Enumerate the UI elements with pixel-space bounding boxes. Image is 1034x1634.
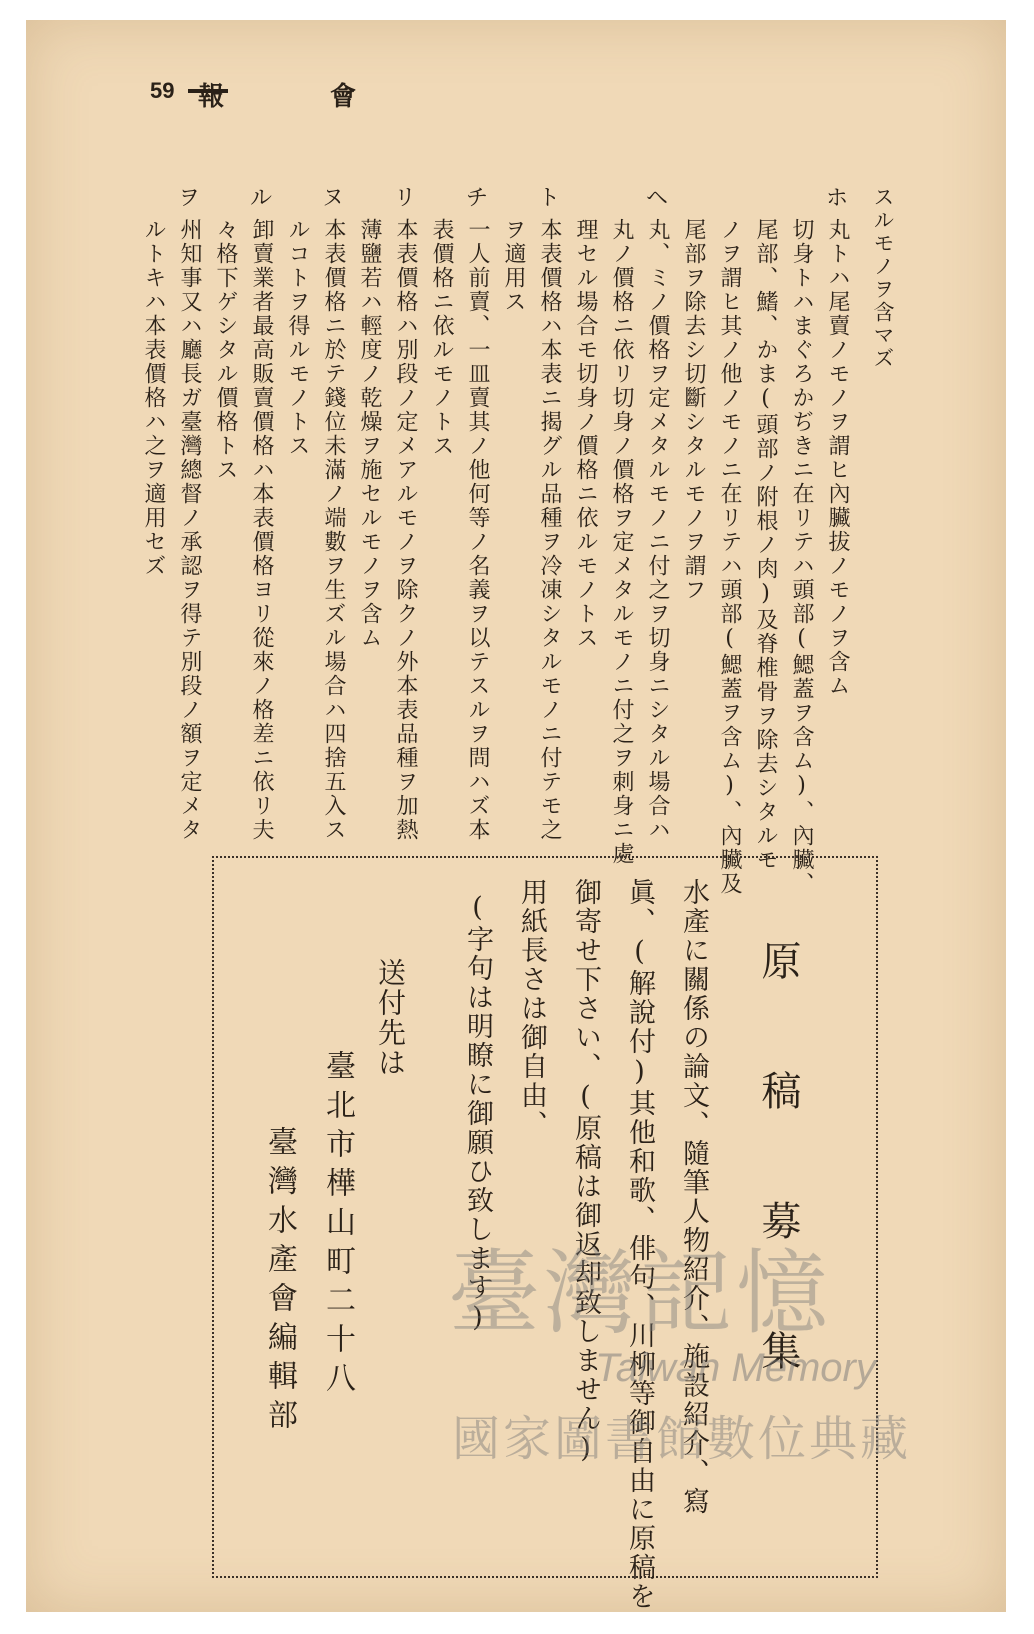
article-line: 理セル場合モ切身ノ價格ニ依ルモノトス (573, 218, 598, 650)
notice-title: 原 稿 募 集 (755, 940, 801, 1392)
article-line: 尾部、鰭、かま(頭部ノ附根ノ肉)及脊椎骨ヲ除去シタルモ (753, 218, 778, 872)
article-line: ルコトヲ得ルモノトス (285, 218, 310, 458)
watermark-library: 國家圖書館數位典藏 (452, 1411, 912, 1467)
notice-send-to: 送付先は (374, 958, 407, 1078)
watermark-taiwan-memory-cn: 臺灣記憶 (448, 1240, 833, 1347)
article-line: 本表價格ハ本表ニ揭グル品種ヲ冷凍シタルモノニ付テモ之 (537, 218, 562, 842)
article-line: 本表價格ニ於テ錢位未滿ノ端數ヲ生ズル場合ハ四捨五入ス (321, 218, 346, 842)
article-line: 丸、ミノ價格ヲ定メタルモノニ付之ヲ切身ニシタル場合ハ (645, 218, 670, 842)
header-left-kanji: 報 (198, 82, 225, 112)
notice-body-line: 水產に關係の論文、隨筆人物紹介、施設紹介、寫 (678, 878, 709, 1516)
article-line: 卸賣業者最高販賣價格ハ本表價格ヨリ從來ノ格差ニ依リ夫 (249, 218, 274, 842)
notice-recipient: 臺灣水產會編輯部 (262, 1126, 297, 1438)
article-line: 州知事又ハ廳長ガ臺灣總督ノ承認ヲ得テ別段ノ額ヲ定メタ (177, 218, 202, 842)
item-label-ru: ル (250, 186, 273, 211)
article-line: 丸ノ價格ニ依リ切身ノ價格ヲ定メタルモノニ付之ヲ刺身ニ處 (609, 218, 634, 866)
article-line: 々格下ゲシタル價格トス (213, 218, 238, 482)
article-line: 薄鹽若ハ輕度ノ乾燥ヲ施セルモノヲ含ム (357, 218, 382, 650)
notice-body-line: 用紙長さは御自由、 (516, 878, 547, 1139)
article-line: ノヲ謂ヒ其ノ他ノモノニ在リテハ頭部(鰓蓋ヲ含ム)、內臟及 (717, 218, 742, 896)
watermark-taiwan-memory-en: Taiwan Memory (595, 1346, 876, 1390)
article-line: ルトキハ本表價格ハ之ヲ適用セズ (141, 218, 166, 578)
notice-address: 臺北市樺山町二十八 (320, 1050, 355, 1401)
notice-body-line: (字句は明瞭に御願ひ致します) (462, 892, 493, 1335)
item-label-ho: ホ (826, 186, 849, 211)
item-label-ri: リ (394, 186, 417, 211)
article-line: ヲ適用ス (501, 218, 526, 314)
item-label-wo: ヲ (178, 186, 201, 211)
article-line: 丸トハ尾賣ノモノヲ謂ヒ內臟拔ノモノヲ含ム (825, 218, 850, 698)
article-line: 表價格ニ依ルモノトス (429, 218, 454, 458)
item-label-chi: チ (466, 186, 489, 211)
article-line: 尾部ヲ除去シ切斷シタルモノヲ謂フ (681, 218, 706, 602)
article-line: 切身トハまぐろかぢきニ在リテハ頭部(鰓蓋ヲ含ム)、內臟、 (789, 218, 814, 896)
article-line: スルモノヲ含マズ (871, 186, 895, 370)
item-label-he: ヘ (646, 186, 669, 211)
item-label-to: ト (538, 186, 561, 211)
item-label-nu: ヌ (322, 186, 345, 211)
article-line: 一人前賣、一皿賣其ノ他何等ノ名義ヲ以テスルヲ問ハズ本 (465, 218, 490, 842)
article-line: 本表價格ハ別段ノ定メアルモノヲ除クノ外本表品種ヲ加熱 (393, 218, 418, 842)
page-number: 59 (150, 78, 175, 103)
header-right-kanji: 會 (330, 82, 357, 112)
notice-body-line: 眞、(解說付)其他和歌、俳句、川柳等御自由に原稿を (624, 878, 655, 1611)
notice-body-line: 御寄せ下さい、(原稿は御返却致しません) (570, 878, 601, 1466)
